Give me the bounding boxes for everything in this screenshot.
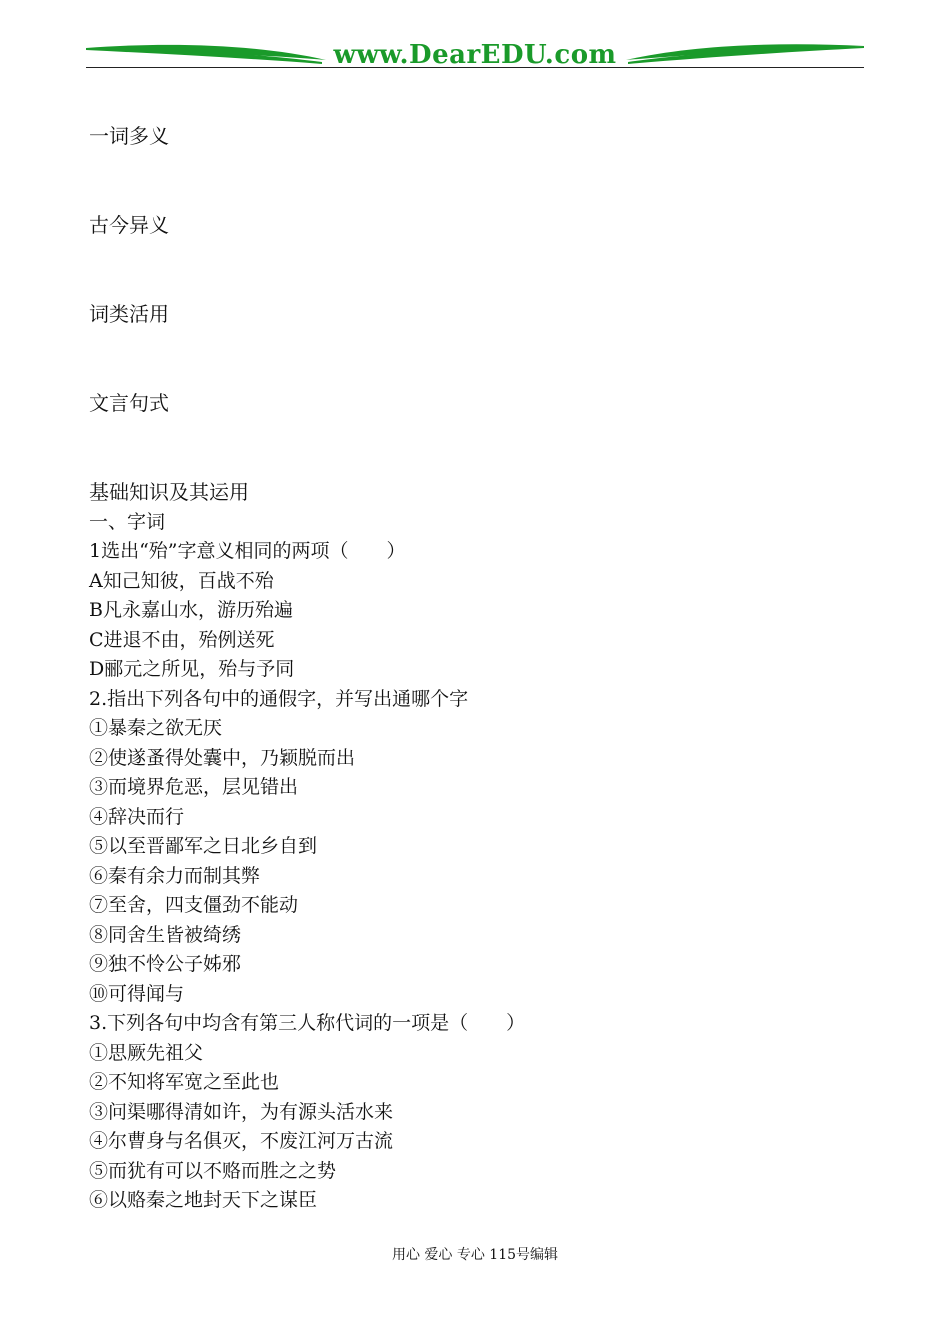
- question-2-item: ①暴秦之欲无厌: [89, 717, 223, 739]
- question-2-item: ②使遂蚤得处囊中，乃颖脱而出: [89, 747, 356, 769]
- page-footer: 用心 爱心 专心 115号编辑: [391, 1247, 559, 1263]
- question-2-item: ⑤以至晋鄙军之日北乡自到: [89, 835, 318, 857]
- question-3-item: ①思厥先祖父: [89, 1042, 204, 1064]
- question-1-option-a: A知己知彼，百战不殆: [89, 570, 274, 592]
- question-1-option-c: C进退不由，殆例送死: [89, 629, 275, 651]
- question-3-item: ④尔曹身与名俱灭，不废江河万古流: [89, 1130, 394, 1152]
- question-2-item: ③而境界危恶，层见错出: [89, 776, 299, 798]
- section-heading-ancient-modern-meaning: 古今异义: [89, 213, 169, 237]
- question-3-item: ②不知将军宽之至此也: [89, 1071, 280, 1093]
- question-3-item: ⑤而犹有可以不赂而胜之之势: [89, 1160, 337, 1182]
- section-heading-word-class-usage: 词类活用: [89, 302, 169, 326]
- exercise-title: 基础知识及其运用: [89, 480, 249, 504]
- site-logo-text: www.DearEDU.com: [333, 40, 617, 70]
- question-2-item: ⑦至舍，四支僵劲不能动: [89, 894, 299, 916]
- question-3-item: ③问渠哪得清如许，为有源头活水来: [89, 1101, 394, 1123]
- exercise-part-heading: 一、字词: [89, 511, 166, 533]
- question-1-option-d: D郦元之所见，殆与予同: [89, 658, 295, 680]
- question-2-prompt: 2.指出下列各句中的通假字，并写出通哪个字: [89, 688, 469, 710]
- question-3-item: ⑥以赂秦之地封天下之谋臣: [89, 1189, 318, 1211]
- page-header: [86, 38, 864, 70]
- question-2-item: ⑩可得闻与: [89, 983, 185, 1005]
- section-heading-sentence-patterns: 文言句式: [89, 391, 169, 415]
- section-heading-polysemy: 一词多义: [89, 124, 169, 148]
- question-3-prompt: 3.下列各句中均含有第三人称代词的一项是（ ）: [89, 1012, 526, 1034]
- question-2-item: ④辞决而行: [89, 806, 185, 828]
- question-2-item: ⑧同舍生皆被绮绣: [89, 924, 242, 946]
- question-2-item: ⑨独不怜公子姊邪: [89, 953, 242, 975]
- header-divider: [86, 67, 864, 68]
- question-1-option-b: B凡永嘉山水，游历殆遍: [89, 599, 293, 621]
- question-2-item: ⑥秦有余力而制其弊: [89, 865, 261, 887]
- question-1-prompt: 1选出“殆”字意义相同的两项（ ）: [89, 540, 406, 562]
